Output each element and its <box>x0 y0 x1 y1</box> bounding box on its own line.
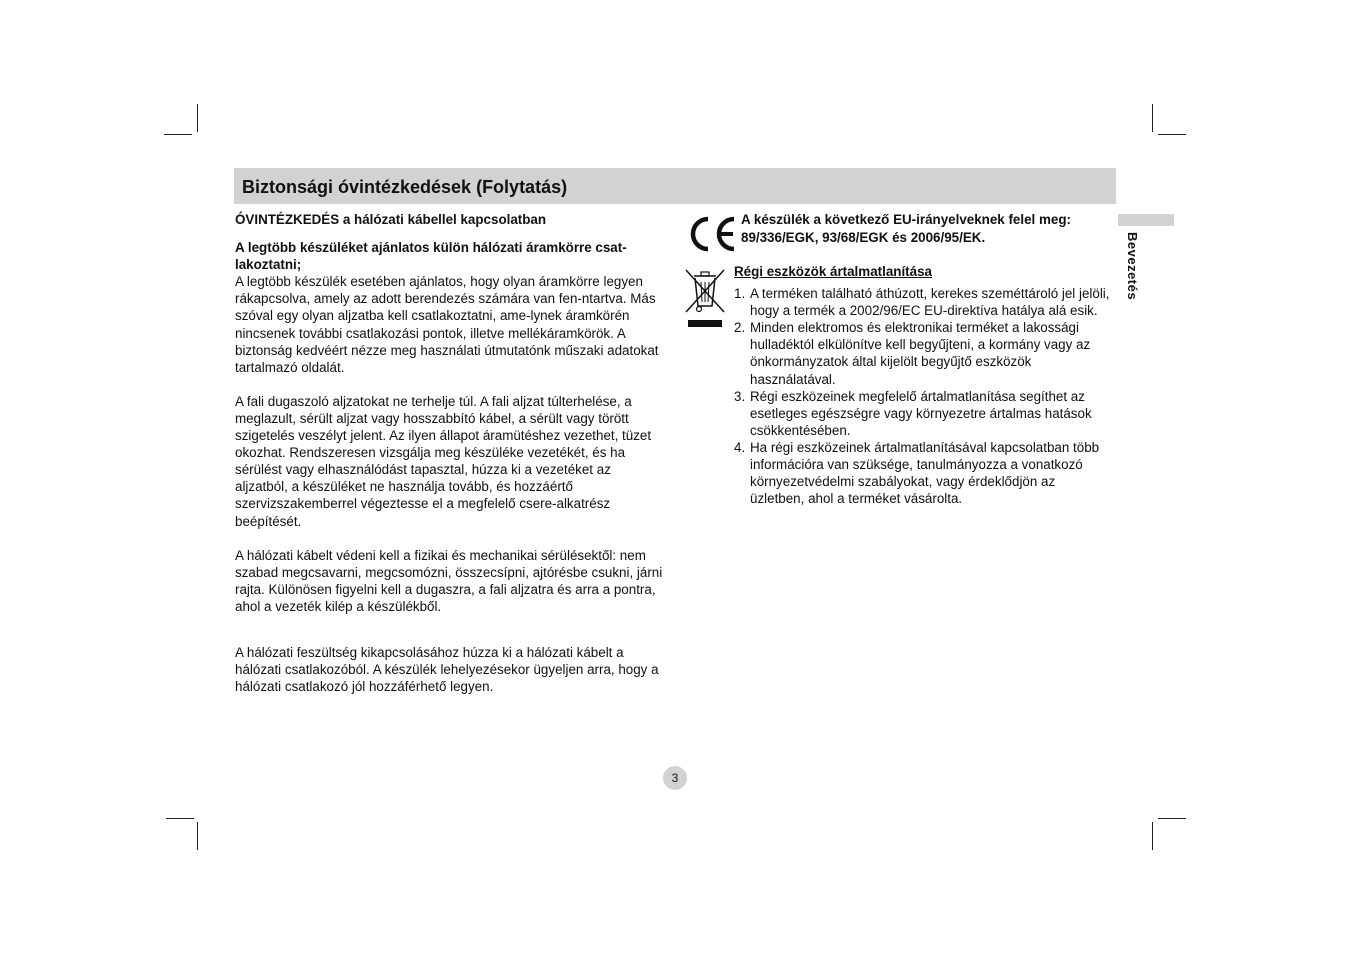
crop-mark <box>197 104 198 132</box>
paragraph-3: A hálózati kábelt védeni kell a fizikai és mechanikai sérülésektől: nem szabad megcsavarni, megcsomózni, összecsípni, ajtórésbe csukni, járni rajta. Különösen figyelni kell a dugaszra, a fali aljzatra és arra a pontra, ahol a vezeték kilép a készülékből. <box>235 547 663 614</box>
list-item-number: 1. <box>734 286 746 302</box>
list-item <box>734 388 1112 439</box>
paragraph-4: A hálózati feszültség kikapcsolásához húzza ki a hálózati kábelt a hálózati csatlakozóból. A készülék lehelyezésekor ügyeljen arra, hogy a hálózati csatlakozó jól hozzáférhető legyen. <box>235 644 659 695</box>
crop-mark <box>166 818 194 819</box>
paragraph-2: A fali dugaszoló aljzatokat ne terhelje túl. A fali aljzat túlterhelése, a meglazult, sérült aljzat vagy hosszabbító kábel, a sérült vagy törött szigetelés veszélyt jelent. Az ilyen állapot áramütéshez vezethet, tüzet okozhat. Rendszeresen vizsgálja meg készüléke vezetékét, és ha sérülést vagy elhasználódást tapasztal, húzza ki a vezetéket az aljzatból, a készüléket ne használja tovább, és hozzáértő szervizszakemberrel végeztesse el a megfelelő csere-alkatrész beépítését. <box>235 393 652 529</box>
paragraph-1: A legtöbb készülék esetében ajánlatos, hogy olyan áramkörre legyen rákapcsolva, amely az adott berendezés számára van fen-ntartva. Más szóval egy olyan aljzatba kell csatlakoztatni, ame-lynek áramkörén nincsenek további csatlakozási pontok, illetve mellékáramkörök. A biztonság kedvéért nézze meg használati útmutatónk műszaki adatokat tartalmazó oldalát. <box>235 274 659 375</box>
disposal-title: Régi eszközök ártalmatlanítása <box>734 264 932 279</box>
list-item-number: 4. <box>734 439 746 455</box>
page-title: Biztonsági óvintézkedések (Folytatás) <box>242 177 568 197</box>
list-item-number: 3. <box>734 388 746 404</box>
side-tab-bar <box>1118 214 1174 226</box>
crossed-out-wheelie-bin-icon <box>684 268 726 330</box>
side-tab-label: Bevezetés <box>1125 232 1140 301</box>
crop-mark <box>1158 134 1186 135</box>
crop-mark <box>197 822 198 850</box>
list-item-text: Ha régi eszközeinek ártalmatlanításával kapcsolatban több információra van szüksége, tanulmányozza a vonatkozó környezetvédelmi szabályokat, vagy érdeklődjön az üzletben, ahol a terméket vásárolta. <box>750 439 1100 507</box>
list-item-text: Régi eszközeinek megfelelő ártalmatlanítása segíthet az esetleges egészségre vagy környezetre ártalmas hatások csökkentésében. <box>750 388 1092 438</box>
sub-heading: ÓVINTÉZKEDÉS a hálózati kábellel kapcsolatban <box>235 212 547 227</box>
list-item-text: Minden elektromos és elektronikai terméket a lakossági hulladéktól elkülönítve kell begyűjteni, a kormány vagy az önkormányzatok által kijelölt begyűjtő eszközök használatával. <box>750 320 1091 387</box>
list-item-text: A terméken található áthúzott, kerekes szeméttároló jel jelöli, hogy a termék a 2002/96/EC EU-direktíva hatálya alá esik. <box>750 286 1110 319</box>
crop-mark <box>164 134 192 135</box>
crop-mark <box>1152 104 1153 132</box>
list-item <box>734 439 1112 507</box>
right-column <box>734 263 1112 507</box>
bold-intro: A legtöbb készüléket ajánlatos külön hálózati áramkörre csat-lakoztatni; <box>235 240 627 273</box>
list-item <box>734 285 1112 319</box>
left-column <box>235 211 667 695</box>
ce-statement: A készülék a következő EU-irányelveknek felel meg: 89/336/EGK, 93/68/EGK és 2006/95/EK. <box>741 212 1071 245</box>
ce-mark-icon <box>686 215 738 253</box>
list-item <box>734 319 1112 387</box>
crop-mark <box>1158 818 1186 819</box>
crop-mark <box>1152 822 1153 850</box>
disposal-list <box>734 285 1112 507</box>
page-number: 3 <box>663 766 687 790</box>
list-item-number: 2. <box>734 320 746 336</box>
section-header-bar <box>234 168 1116 204</box>
